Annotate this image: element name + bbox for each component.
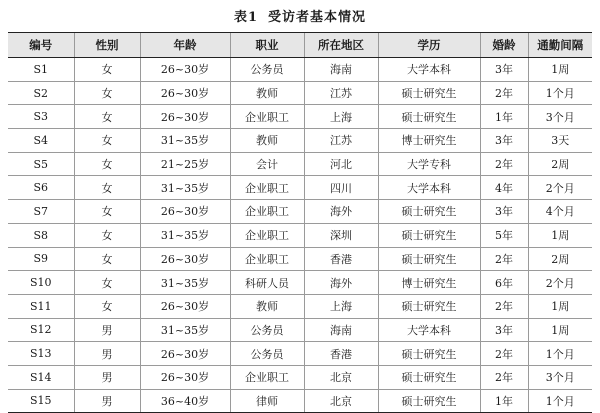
cell-marriage-years: 2年	[480, 294, 528, 318]
cell-region: 北京	[304, 365, 378, 389]
table-body	[8, 58, 592, 413]
cell-occupation: 公务员	[230, 58, 304, 82]
respondents-table	[8, 32, 592, 413]
cell-occupation: 科研人员	[230, 271, 304, 295]
cell-education: 博士研究生	[378, 271, 480, 295]
table-row	[8, 271, 592, 295]
cell-region: 上海	[304, 105, 378, 129]
cell-region: 海外	[304, 200, 378, 224]
cell-gender: 女	[74, 105, 140, 129]
cell-marriage-years: 3年	[480, 318, 528, 342]
header-row	[8, 33, 592, 58]
cell-education: 硕士研究生	[378, 365, 480, 389]
cell-commute-interval: 1个月	[528, 342, 592, 366]
cell-marriage-years: 5年	[480, 223, 528, 247]
cell-region: 海南	[304, 318, 378, 342]
cell-education: 硕士研究生	[378, 223, 480, 247]
cell-commute-interval: 3个月	[528, 105, 592, 129]
cell-id: S8	[8, 223, 74, 247]
cell-education: 硕士研究生	[378, 342, 480, 366]
cell-occupation: 教师	[230, 81, 304, 105]
cell-occupation: 企业职工	[230, 223, 304, 247]
cell-age: 26~30岁	[140, 342, 230, 366]
cell-education: 博士研究生	[378, 129, 480, 153]
cell-marriage-years: 2年	[480, 342, 528, 366]
cell-age: 26~30岁	[140, 247, 230, 271]
cell-age: 26~30岁	[140, 294, 230, 318]
cell-marriage-years: 3年	[480, 129, 528, 153]
table-row	[8, 389, 592, 413]
cell-age: 31~35岁	[140, 176, 230, 200]
table-header	[8, 33, 592, 58]
cell-commute-interval: 1周	[528, 223, 592, 247]
cell-marriage-years: 2年	[480, 365, 528, 389]
cell-occupation: 教师	[230, 129, 304, 153]
cell-marriage-years: 1年	[480, 105, 528, 129]
cell-region: 江苏	[304, 129, 378, 153]
cell-education: 大学本科	[378, 176, 480, 200]
cell-id: S12	[8, 318, 74, 342]
cell-gender: 男	[74, 389, 140, 413]
table-row	[8, 105, 592, 129]
table-row	[8, 223, 592, 247]
table-number: 表1	[233, 10, 259, 25]
cell-education: 硕士研究生	[378, 247, 480, 271]
column-header-id: 编号	[8, 33, 74, 58]
cell-age: 26~30岁	[140, 365, 230, 389]
cell-education: 硕士研究生	[378, 105, 480, 129]
cell-occupation: 企业职工	[230, 105, 304, 129]
cell-education: 大学专科	[378, 152, 480, 176]
cell-marriage-years: 1年	[480, 389, 528, 413]
column-header-commute-interval: 通勤间隔	[528, 33, 592, 58]
cell-commute-interval: 3天	[528, 129, 592, 153]
cell-id: S1	[8, 58, 74, 82]
cell-age: 31~35岁	[140, 223, 230, 247]
table-caption	[0, 6, 600, 25]
cell-age: 31~35岁	[140, 318, 230, 342]
cell-gender: 女	[74, 294, 140, 318]
cell-age: 26~30岁	[140, 58, 230, 82]
cell-id: S14	[8, 365, 74, 389]
cell-id: S9	[8, 247, 74, 271]
cell-commute-interval: 2个月	[528, 176, 592, 200]
cell-region: 海南	[304, 58, 378, 82]
cell-marriage-years: 2年	[480, 247, 528, 271]
cell-gender: 女	[74, 58, 140, 82]
cell-id: S6	[8, 176, 74, 200]
table-row	[8, 81, 592, 105]
table-row	[8, 176, 592, 200]
cell-gender: 女	[74, 176, 140, 200]
table-row	[8, 200, 592, 224]
cell-commute-interval: 1个月	[528, 389, 592, 413]
cell-gender: 女	[74, 152, 140, 176]
cell-id: S15	[8, 389, 74, 413]
cell-occupation: 企业职工	[230, 365, 304, 389]
cell-commute-interval: 2周	[528, 247, 592, 271]
cell-region: 北京	[304, 389, 378, 413]
cell-id: S13	[8, 342, 74, 366]
cell-gender: 女	[74, 200, 140, 224]
table-row	[8, 294, 592, 318]
cell-commute-interval: 1周	[528, 58, 592, 82]
cell-education: 大学本科	[378, 318, 480, 342]
cell-age: 26~30岁	[140, 81, 230, 105]
cell-marriage-years: 3年	[480, 58, 528, 82]
column-header-occupation: 职业	[230, 33, 304, 58]
cell-gender: 男	[74, 342, 140, 366]
cell-gender: 女	[74, 247, 140, 271]
column-header-gender: 性别	[74, 33, 140, 58]
cell-region: 香港	[304, 247, 378, 271]
cell-marriage-years: 2年	[480, 81, 528, 105]
table-row	[8, 129, 592, 153]
cell-gender: 女	[74, 271, 140, 295]
cell-region: 香港	[304, 342, 378, 366]
cell-commute-interval: 4个月	[528, 200, 592, 224]
cell-region: 上海	[304, 294, 378, 318]
cell-age: 31~35岁	[140, 129, 230, 153]
cell-commute-interval: 1周	[528, 318, 592, 342]
cell-occupation: 会计	[230, 152, 304, 176]
cell-commute-interval: 3个月	[528, 365, 592, 389]
cell-marriage-years: 3年	[480, 200, 528, 224]
cell-education: 硕士研究生	[378, 81, 480, 105]
cell-occupation: 公务员	[230, 318, 304, 342]
cell-gender: 女	[74, 223, 140, 247]
cell-region: 江苏	[304, 81, 378, 105]
cell-occupation: 企业职工	[230, 200, 304, 224]
cell-education: 大学本科	[378, 58, 480, 82]
cell-occupation: 公务员	[230, 342, 304, 366]
cell-age: 31~35岁	[140, 271, 230, 295]
cell-id: S5	[8, 152, 74, 176]
cell-id: S2	[8, 81, 74, 105]
cell-commute-interval: 2个月	[528, 271, 592, 295]
cell-gender: 男	[74, 318, 140, 342]
table-row	[8, 342, 592, 366]
cell-region: 深圳	[304, 223, 378, 247]
column-header-education: 学历	[378, 33, 480, 58]
column-header-age: 年龄	[140, 33, 230, 58]
table-row	[8, 58, 592, 82]
cell-age: 36~40岁	[140, 389, 230, 413]
cell-id: S4	[8, 129, 74, 153]
table-row	[8, 365, 592, 389]
cell-gender: 女	[74, 81, 140, 105]
cell-id: S10	[8, 271, 74, 295]
cell-marriage-years: 2年	[480, 152, 528, 176]
cell-occupation: 企业职工	[230, 176, 304, 200]
cell-education: 硕士研究生	[378, 200, 480, 224]
cell-age: 21~25岁	[140, 152, 230, 176]
cell-commute-interval: 1个月	[528, 81, 592, 105]
cell-commute-interval: 1周	[528, 294, 592, 318]
cell-region: 四川	[304, 176, 378, 200]
cell-region: 海外	[304, 271, 378, 295]
cell-marriage-years: 4年	[480, 176, 528, 200]
cell-gender: 男	[74, 365, 140, 389]
cell-education: 硕士研究生	[378, 294, 480, 318]
table-row	[8, 247, 592, 271]
column-header-region: 所在地区	[304, 33, 378, 58]
table-row	[8, 318, 592, 342]
cell-commute-interval: 2周	[528, 152, 592, 176]
cell-occupation: 律师	[230, 389, 304, 413]
cell-education: 硕士研究生	[378, 389, 480, 413]
column-header-marriage-years: 婚龄	[480, 33, 528, 58]
cell-region: 河北	[304, 152, 378, 176]
cell-marriage-years: 6年	[480, 271, 528, 295]
cell-occupation: 教师	[230, 294, 304, 318]
table-row	[8, 152, 592, 176]
cell-occupation: 企业职工	[230, 247, 304, 271]
cell-gender: 女	[74, 129, 140, 153]
cell-age: 26~30岁	[140, 200, 230, 224]
cell-id: S11	[8, 294, 74, 318]
table-title: 受访者基本情况	[268, 10, 367, 25]
cell-id: S3	[8, 105, 74, 129]
cell-id: S7	[8, 200, 74, 224]
cell-age: 26~30岁	[140, 105, 230, 129]
